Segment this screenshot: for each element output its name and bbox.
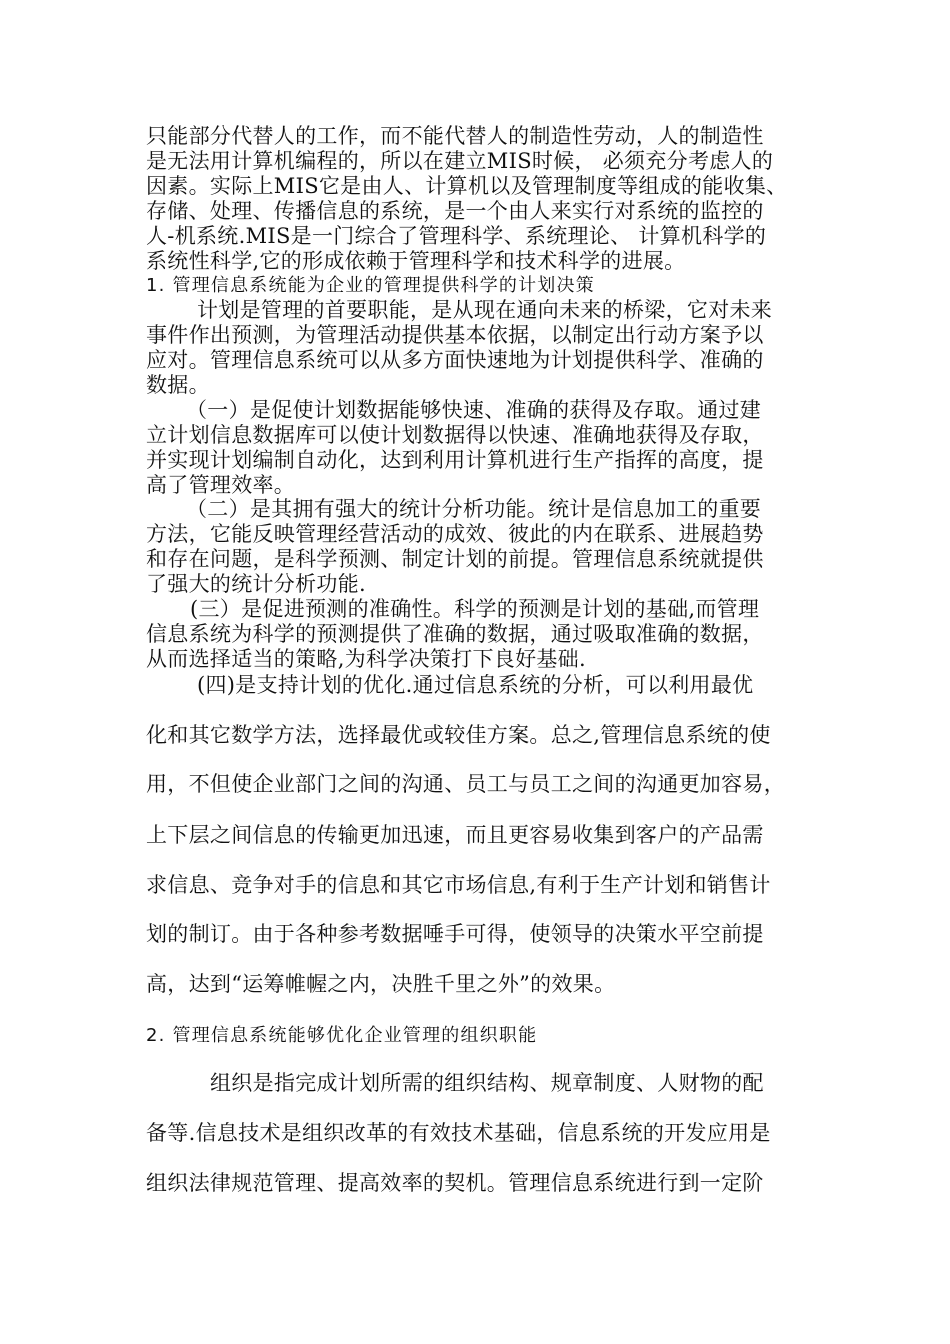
paragraph-line: (三）是促进预测的准确性。科学的预测是计划的基础,而管理 — [190, 597, 760, 621]
paragraph-line: 应对。管理信息系统可以从多方面快速地为计划提供科学、准确的 — [146, 348, 764, 372]
paragraph-line: 备等.信息技术是组织改革的有效技术基础，信息系统的开发应用是 — [146, 1121, 771, 1145]
paragraph-line: 组织法律规范管理、提高效率的契机。管理信息系统进行到一定阶 — [146, 1171, 764, 1195]
paragraph-line: 并实现计划编制自动化，达到利用计算机进行生产指挥的高度，提 — [146, 448, 764, 472]
paragraph-line: 从而选择适当的策略,为科学决策打下良好基础. — [146, 647, 586, 671]
paragraph-line: 高，达到“运筹帷幄之内，决胜千里之外”的效果。 — [146, 972, 616, 996]
section-heading: 1. 管理信息系统能为企业的管理提供科学的计划决策 — [146, 275, 595, 296]
paragraph-line: 和存在问题，是科学预测、制定计划的前提。管理信息系统就提供 — [146, 547, 764, 571]
section-heading: 2. 管理信息系统能够优化企业管理的组织职能 — [146, 1025, 538, 1046]
paragraph-line: 信息系统为科学的预测提供了准确的数据，通过吸取准确的数据， — [146, 622, 764, 646]
paragraph-line: 系统性科学,它的形成依赖于管理科学和技术科学的进展。 — [146, 249, 686, 273]
paragraph-line: 划的制订。由于各种参考数据唾手可得，使领导的决策水平空前提 — [146, 922, 764, 946]
paragraph-line: 用，不但使企业部门之间的沟通、员工与员工之间的沟通更加容易， — [146, 772, 785, 796]
paragraph-line: 方法，它能反映管理经营活动的成效、彼此的内在联系、进展趋势 — [146, 522, 764, 546]
paragraph-line: 了强大的统计分析功能. — [146, 572, 366, 596]
paragraph-line: 组织是指完成计划所需的组织结构、规章制度、人财物的配 — [210, 1071, 764, 1095]
paragraph-line: 化和其它数学方法，选择最优或较佳方案。总之,管理信息系统的使 — [146, 723, 771, 747]
paragraph-line: 是无法用计算机编程的，所以在建立MIS时候， 必须充分考虑人的 — [146, 149, 774, 173]
paragraph-line: 求信息、竞争对手的信息和其它市场信息,有利于生产计划和销售计 — [146, 873, 771, 897]
paragraph-line: 上下层之间信息的传输更加迅速，而且更容易收集到客户的产品需 — [146, 823, 764, 847]
paragraph-line: 立计划信息数据库可以使计划数据得以快速、准确地获得及存取， — [146, 423, 764, 447]
paragraph-line: 高了管理效率。 — [146, 473, 296, 497]
paragraph-line: 存储、处理、传播信息的系统，是一个由人来实行对系统的监控的 — [146, 199, 764, 223]
paragraph-line: 数据。 — [146, 373, 210, 397]
paragraph-line: （二）是其拥有强大的统计分析功能。统计是信息加工的重要 — [186, 497, 762, 521]
paragraph-line: 人-机系统.MIS是一门综合了管理科学、系统理论、 计算机科学的 — [146, 224, 767, 248]
paragraph-line: （一）是促使计划数据能够快速、准确的获得及存取。通过建 — [186, 398, 762, 422]
paragraph-line: 因素。实际上MIS它是由人、计算机以及管理制度等组成的能收集、 — [146, 174, 788, 198]
paragraph-line: 只能部分代替人的工作，而不能代替人的制造性劳动，人的制造性 — [146, 124, 764, 148]
paragraph-line: 事件作出预测，为管理活动提供基本依据，以制定出行动方案予以 — [146, 323, 764, 347]
paragraph-line: 计划是管理的首要职能，是从现在通向未来的桥梁，它对未来 — [197, 298, 773, 322]
paragraph-line: (四)是支持计划的优化.通过信息系统的分析，可以利用最优 — [197, 673, 754, 697]
